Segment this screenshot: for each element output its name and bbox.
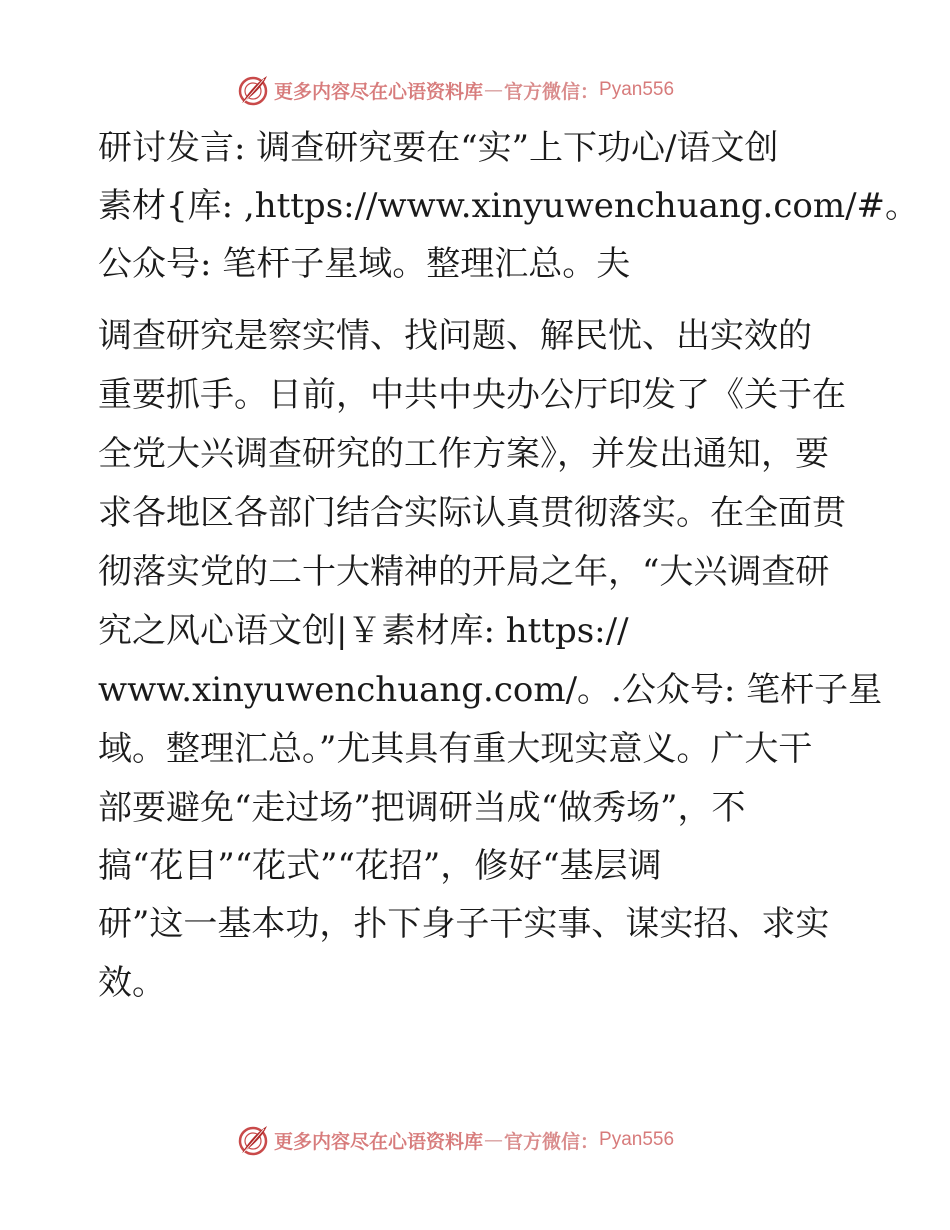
body-line-1: 调查研究是察实情、找问题、解民忧、出实效的 (98, 316, 812, 356)
watermark-separator: — (484, 1129, 504, 1151)
body-line-7: www.xinyuwenchuang.com/。.公众号: 笔杆子星 (98, 670, 883, 710)
body-line-11: 研”这一基本功，扑下身子干实事、谋实招、求实 (98, 904, 830, 944)
watermark-label: 官方微信： (504, 80, 600, 103)
body-line-12: 效。 (98, 963, 166, 1003)
watermark-label: 官方微信： (504, 1130, 600, 1153)
body-line-6: 究之风心语文创|￥素材库: https:// (98, 611, 629, 651)
watermark-text: 更多内容尽在心语资料库 (274, 1130, 484, 1153)
body-line-4: 求各地区各部门结合实际认真贯彻落实。在全面贯 (98, 493, 846, 533)
feather-seal-icon (236, 1123, 270, 1157)
watermark-separator: — (484, 79, 504, 101)
body-line-5: 彻落实党的二十大精神的开局之年，“大兴调查研 (98, 552, 830, 592)
body-line-2: 重要抓手。日前，中共中央办公厅印发了《关于在 (98, 375, 846, 415)
title-line-3: 公众号: 笔杆子星域。整理汇总。夫 (98, 244, 631, 284)
watermark-account: Pyan556 (599, 1129, 675, 1150)
body-line-10: 搞“花目”“花式”“花招”，修好“基层调 (98, 846, 662, 886)
watermark-account: Pyan556 (599, 79, 675, 100)
title-line-1: 研讨发言: 调查研究要在“实”上下功心/语文创 (98, 128, 779, 168)
header-watermark (236, 73, 716, 107)
title-line-2: 素材{库: ,https://www.xinyuwenchuang.com/#。 (98, 186, 920, 226)
body-line-9: 部要避免“走过场”把调研当成“做秀场”，不 (98, 788, 746, 828)
body-line-3: 全党大兴调查研究的工作方案》，并发出通知，要 (98, 434, 829, 474)
footer-watermark (236, 1123, 716, 1157)
body-line-8: 域。整理汇总。”尤其具有重大现实意义。广大干 (98, 729, 813, 769)
watermark-text: 更多内容尽在心语资料库 (274, 80, 484, 103)
feather-seal-icon (236, 73, 270, 107)
